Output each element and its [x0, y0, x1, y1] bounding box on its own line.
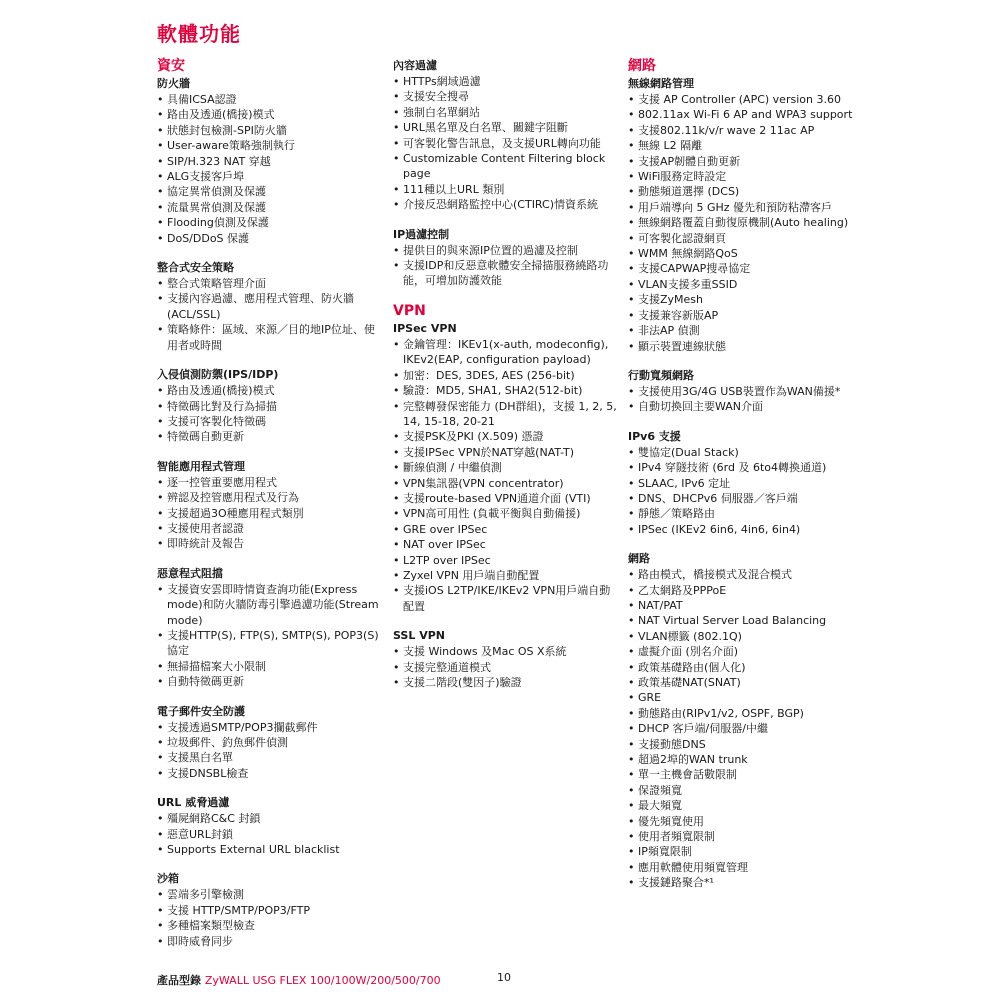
feature-group [157, 459, 382, 552]
list-item: • 辨認及控管應用程式及行為 [157, 490, 382, 505]
list-item: • 加密：DES, 3DES, AES (256-bit) [393, 368, 618, 383]
list-item: • IP頻寬限制 [628, 844, 858, 859]
feature-list [393, 74, 618, 213]
list-item: • VLAN支援多重SSID [628, 277, 858, 292]
group-title: 行動寬頻網路 [628, 368, 694, 382]
group-title: IPv6 支援 [628, 429, 681, 443]
list-item: • HTTPs網域過濾 [393, 74, 618, 89]
group-title: 沙箱 [157, 872, 179, 886]
list-item: • Flooding偵測及保護 [157, 215, 382, 230]
list-item: • 多種檔案類型檢查 [157, 918, 382, 933]
group-title: 整合式安全策略 [157, 261, 234, 275]
list-item: • 路由模式，橋接模式及混合模式 [628, 567, 858, 582]
list-item: • 支援透過SMTP/POP3攔截郵件 [157, 720, 382, 735]
feature-list [157, 811, 382, 857]
list-item: • NAT Virtual Server Load Balancing [628, 613, 858, 628]
section-title: 網路 [628, 58, 656, 74]
list-item: • 支援資安雲即時情資查詢功能(Express mode)和防火牆防毒引擎過濾功能(Stream mode) [157, 582, 382, 628]
list-item: • 支援超過3O種應用程式類別 [157, 506, 382, 521]
feature-group [157, 566, 382, 690]
list-item: • 無線 L2 隔離 [628, 138, 858, 153]
feature-list [628, 92, 858, 354]
list-item: • 無線網路覆蓋自動復原機制(Auto healing) [628, 215, 858, 230]
feature-list [628, 445, 858, 537]
list-item: • 應用軟體使用頻寬管理 [628, 860, 858, 875]
list-item: • 支援使用者認證 [157, 521, 382, 536]
list-item: • 自動特徵碼更新 [157, 674, 382, 689]
page-title: 軟體功能 [157, 22, 241, 46]
feature-group [393, 58, 618, 213]
group-title: 惡意程式阻擋 [157, 566, 223, 580]
list-item: • Zyxel VPN 用戶端自動配置 [393, 568, 618, 583]
list-item: • 802.11ax Wi-Fi 6 AP and WPA3 support [628, 107, 858, 122]
list-item: • 動態路由(RIPv1/v2, OSPF, BGP) [628, 706, 858, 721]
group-title: 內容過濾 [393, 59, 437, 72]
list-item: • 支援route-based VPN通道介面 (VTI) [393, 491, 618, 506]
list-item: • 特徵碼自動更新 [157, 429, 382, 444]
feature-list [157, 582, 382, 690]
list-item: • 虛擬介面 (別名介面) [628, 644, 858, 659]
list-item: • 顯示裝置連線狀態 [628, 339, 858, 354]
footer-label: 產品型錄 [157, 974, 205, 987]
feature-list [393, 243, 618, 289]
group-title: 智能應用程式管理 [157, 459, 245, 473]
list-item: • 支援PSK及PKI (X.509) 憑證 [393, 429, 618, 444]
list-item: • 即時威脅同步 [157, 934, 382, 949]
list-item: • 動態頻道選擇 (DCS) [628, 184, 858, 199]
list-item: • 具備ICSA認證 [157, 92, 382, 107]
feature-list [157, 92, 382, 246]
column-1 [157, 58, 382, 963]
feature-list [157, 887, 382, 949]
list-item: • DHCP 客戶端/伺服器/中繼 [628, 721, 858, 736]
list-item: • 支援安全搜尋 [393, 89, 618, 104]
list-item: • WMM 無線網路QoS [628, 246, 858, 261]
list-item: • 介接反恐網路監控中心(CTIRC)情資系統 [393, 197, 618, 212]
feature-list [157, 720, 382, 782]
feature-list [393, 337, 618, 614]
list-item: • 提供目的與來源IP位置的過濾及控制 [393, 243, 618, 258]
list-item: • 即時統計及報告 [157, 536, 382, 551]
list-item: • URL黑名單及白名單、關鍵字阻斷 [393, 120, 618, 135]
list-item: • 支援 AP Controller (APC) version 3.60 [628, 92, 858, 107]
group-title: 網路 [628, 552, 650, 566]
feature-group [628, 76, 858, 354]
list-item: • 可客製化認證網頁 [628, 231, 858, 246]
list-item: • 支援動態DNS [628, 737, 858, 752]
list-item: • 支援CAPWAP搜尋協定 [628, 261, 858, 276]
list-item: • 逐一控管重要應用程式 [157, 475, 382, 490]
list-item: • 支援ZyMesh [628, 292, 858, 307]
feature-group [157, 704, 382, 782]
list-item: • DoS/DDoS 保護 [157, 231, 382, 246]
list-item: • 無掃描檔案大小限制 [157, 659, 382, 674]
list-item: • 非法AP 偵測 [628, 323, 858, 338]
footer-model: ZyWALL USG FLEX 100/100W/200/500/700 [204, 974, 441, 987]
list-item: • 惡意URL封鎖 [157, 827, 382, 842]
list-item: • 自動切換回主要WAN介面 [628, 399, 858, 414]
list-item: • 支援完整通道模式 [393, 660, 618, 675]
list-item: • NAT/PAT [628, 598, 858, 613]
list-item: • ALG支援客戶埠 [157, 169, 382, 184]
list-item: • 完整轉發保密能力 (DH群組)，支援 1, 2, 5, 14, 15-18, 20-21 [393, 399, 618, 430]
feature-list [157, 276, 382, 353]
group-title: IP過濾控制 [393, 227, 450, 241]
list-item: • VLAN標籤 (802.1Q) [628, 629, 858, 644]
list-item: • 用戶端導向 5 GHz 優先和預防粘滯客戶 [628, 200, 858, 215]
list-item: • 支援可客製化特徵碼 [157, 414, 382, 429]
list-item: • IPv4 穿隧技術 (6rd 及 6to4轉換通道) [628, 460, 858, 475]
list-item: • 靜態／策略路由 [628, 506, 858, 521]
feature-group [628, 429, 858, 537]
list-item: • 策略條件：區域、來源／目的地IP位址、使用者或時間 [157, 322, 382, 353]
group-title: IPSec VPN [393, 321, 457, 335]
list-item: • 支援IPSec VPN於NAT穿越(NAT-T) [393, 445, 618, 460]
list-item: • 支援HTTP(S), FTP(S), SMTP(S), POP3(S)協定 [157, 628, 382, 659]
list-item: • VPN集訊器(VPN concentrator) [393, 476, 618, 491]
list-item: • 支援 HTTP/SMTP/POP3/FTP [157, 903, 382, 918]
feature-list [157, 475, 382, 552]
list-item: • 雙協定(Dual Stack) [628, 445, 858, 460]
feature-group [628, 551, 858, 891]
list-item: • 支援使用3G/4G USB裝置作為WAN備援* [628, 384, 858, 399]
list-item: • 支援內容過濾、應用程式管理、防火牆(ACL/SSL) [157, 291, 382, 322]
list-item: • 路由及透通(橋接)模式 [157, 107, 382, 122]
list-item: • 強制白名單網站 [393, 105, 618, 120]
list-item: • Customizable Content Filtering block page [393, 151, 618, 182]
column-3 [628, 58, 858, 905]
feature-group [157, 795, 382, 857]
list-item: • GRE over IPSec [393, 522, 618, 537]
list-item: • 優先頻寬使用 [628, 814, 858, 829]
list-item: • 垃圾郵件、釣魚郵件偵測 [157, 735, 382, 750]
list-item: • 支援黑白名單 [157, 750, 382, 765]
list-item: • VPN高可用性 (負載平衡與自動備援) [393, 506, 618, 521]
list-item: • 可客製化警告訊息，及支援URL轉向功能 [393, 136, 618, 151]
page-number: 10 [497, 971, 511, 984]
list-item: • 雲端多引擎檢測 [157, 887, 382, 902]
list-item: • IPSec (IKEv2 6in6, 4in6, 6in4) [628, 522, 858, 537]
feature-group [157, 260, 382, 353]
list-item: • SLAAC, IPv6 定址 [628, 476, 858, 491]
list-item: • 驗證：MD5, SHA1, SHA2(512-bit) [393, 383, 618, 398]
list-item: • GRE [628, 690, 858, 705]
list-item: • NAT over IPSec [393, 537, 618, 552]
list-item: • 政策基礎路由(個人化) [628, 660, 858, 675]
group-title: 無線網路管理 [628, 77, 694, 90]
list-item: • 乙太網路及PPPoE [628, 583, 858, 598]
list-item: • 協定異常偵測及保護 [157, 184, 382, 199]
feature-group [157, 871, 382, 949]
list-item: • 超過2埠的WAN trunk [628, 752, 858, 767]
list-item: • 金鑰管理：IKEv1(x-auth, modeconfig), IKEv2(EAP, configuration payload) [393, 337, 618, 368]
section-title: 資安 [157, 58, 185, 74]
feature-list [157, 383, 382, 445]
list-item: • 支援DNSBL檢查 [157, 766, 382, 781]
list-item: • 支援兼容新版AP [628, 308, 858, 323]
list-item: • 流量異常偵測及保護 [157, 200, 382, 215]
list-item: • 支援iOS L2TP/IKE/IKEv2 VPN用戶端自動配置 [393, 583, 618, 614]
list-item: • L2TP over IPSec [393, 553, 618, 568]
group-title: 入侵偵測防禦(IPS/IDP) [157, 368, 279, 382]
feature-group [157, 367, 382, 445]
list-item: • 特徵碼比對及行為掃描 [157, 399, 382, 414]
group-title: 電子郵件安全防護 [157, 704, 245, 718]
list-item: • 政策基礎NAT(SNAT) [628, 675, 858, 690]
list-item: • WiFi服務定時設定 [628, 169, 858, 184]
section-title: VPN [393, 302, 426, 319]
list-item: • 支援IDP和反惡意軟體安全掃描服務繞路功能，可增加防護效能 [393, 258, 618, 289]
list-item: • 使用者頻寬限制 [628, 829, 858, 844]
group-title: SSL VPN [393, 629, 445, 643]
feature-group [393, 628, 618, 690]
list-item: • SIP/H.323 NAT 穿越 [157, 154, 382, 169]
footer [157, 972, 441, 988]
feature-list [628, 567, 858, 891]
feature-group [628, 368, 858, 415]
list-item: • 整合式策略管理介面 [157, 276, 382, 291]
feature-list [393, 644, 618, 690]
list-item: • 111種以上URL 類別 [393, 182, 618, 197]
column-2 [393, 58, 618, 704]
list-item: • DNS、DHCPv6 伺服器／客戶端 [628, 491, 858, 506]
list-item: • 狀態封包檢測-SPI防火牆 [157, 123, 382, 138]
group-title: URL 威脅過濾 [157, 796, 230, 810]
list-item: • 路由及透通(橋接)模式 [157, 383, 382, 398]
list-item: • 斷線偵測 / 中繼偵測 [393, 460, 618, 475]
list-item: • Supports External URL blacklist [157, 842, 382, 857]
feature-list [628, 384, 858, 415]
list-item: • 支援802.11k/v/r wave 2 11ac AP [628, 123, 858, 138]
list-item: • 支援鏈路聚合*¹ [628, 875, 858, 890]
list-item: • 支援 Windows 及Mac OS X系統 [393, 644, 618, 659]
list-item: • 殭屍網路C&C 封鎖 [157, 811, 382, 826]
list-item: • 支援AP韌體自動更新 [628, 154, 858, 169]
feature-group [393, 227, 618, 289]
feature-group [157, 76, 382, 246]
list-item: • 單一主機會話數限制 [628, 767, 858, 782]
feature-group [393, 321, 618, 614]
list-item: • 最大頻寬 [628, 798, 858, 813]
list-item: • 支援二階段(雙因子)驗證 [393, 675, 618, 690]
group-title: 防火牆 [157, 77, 190, 90]
list-item: • 保證頻寬 [628, 783, 858, 798]
list-item: • User-aware策略強制執行 [157, 138, 382, 153]
